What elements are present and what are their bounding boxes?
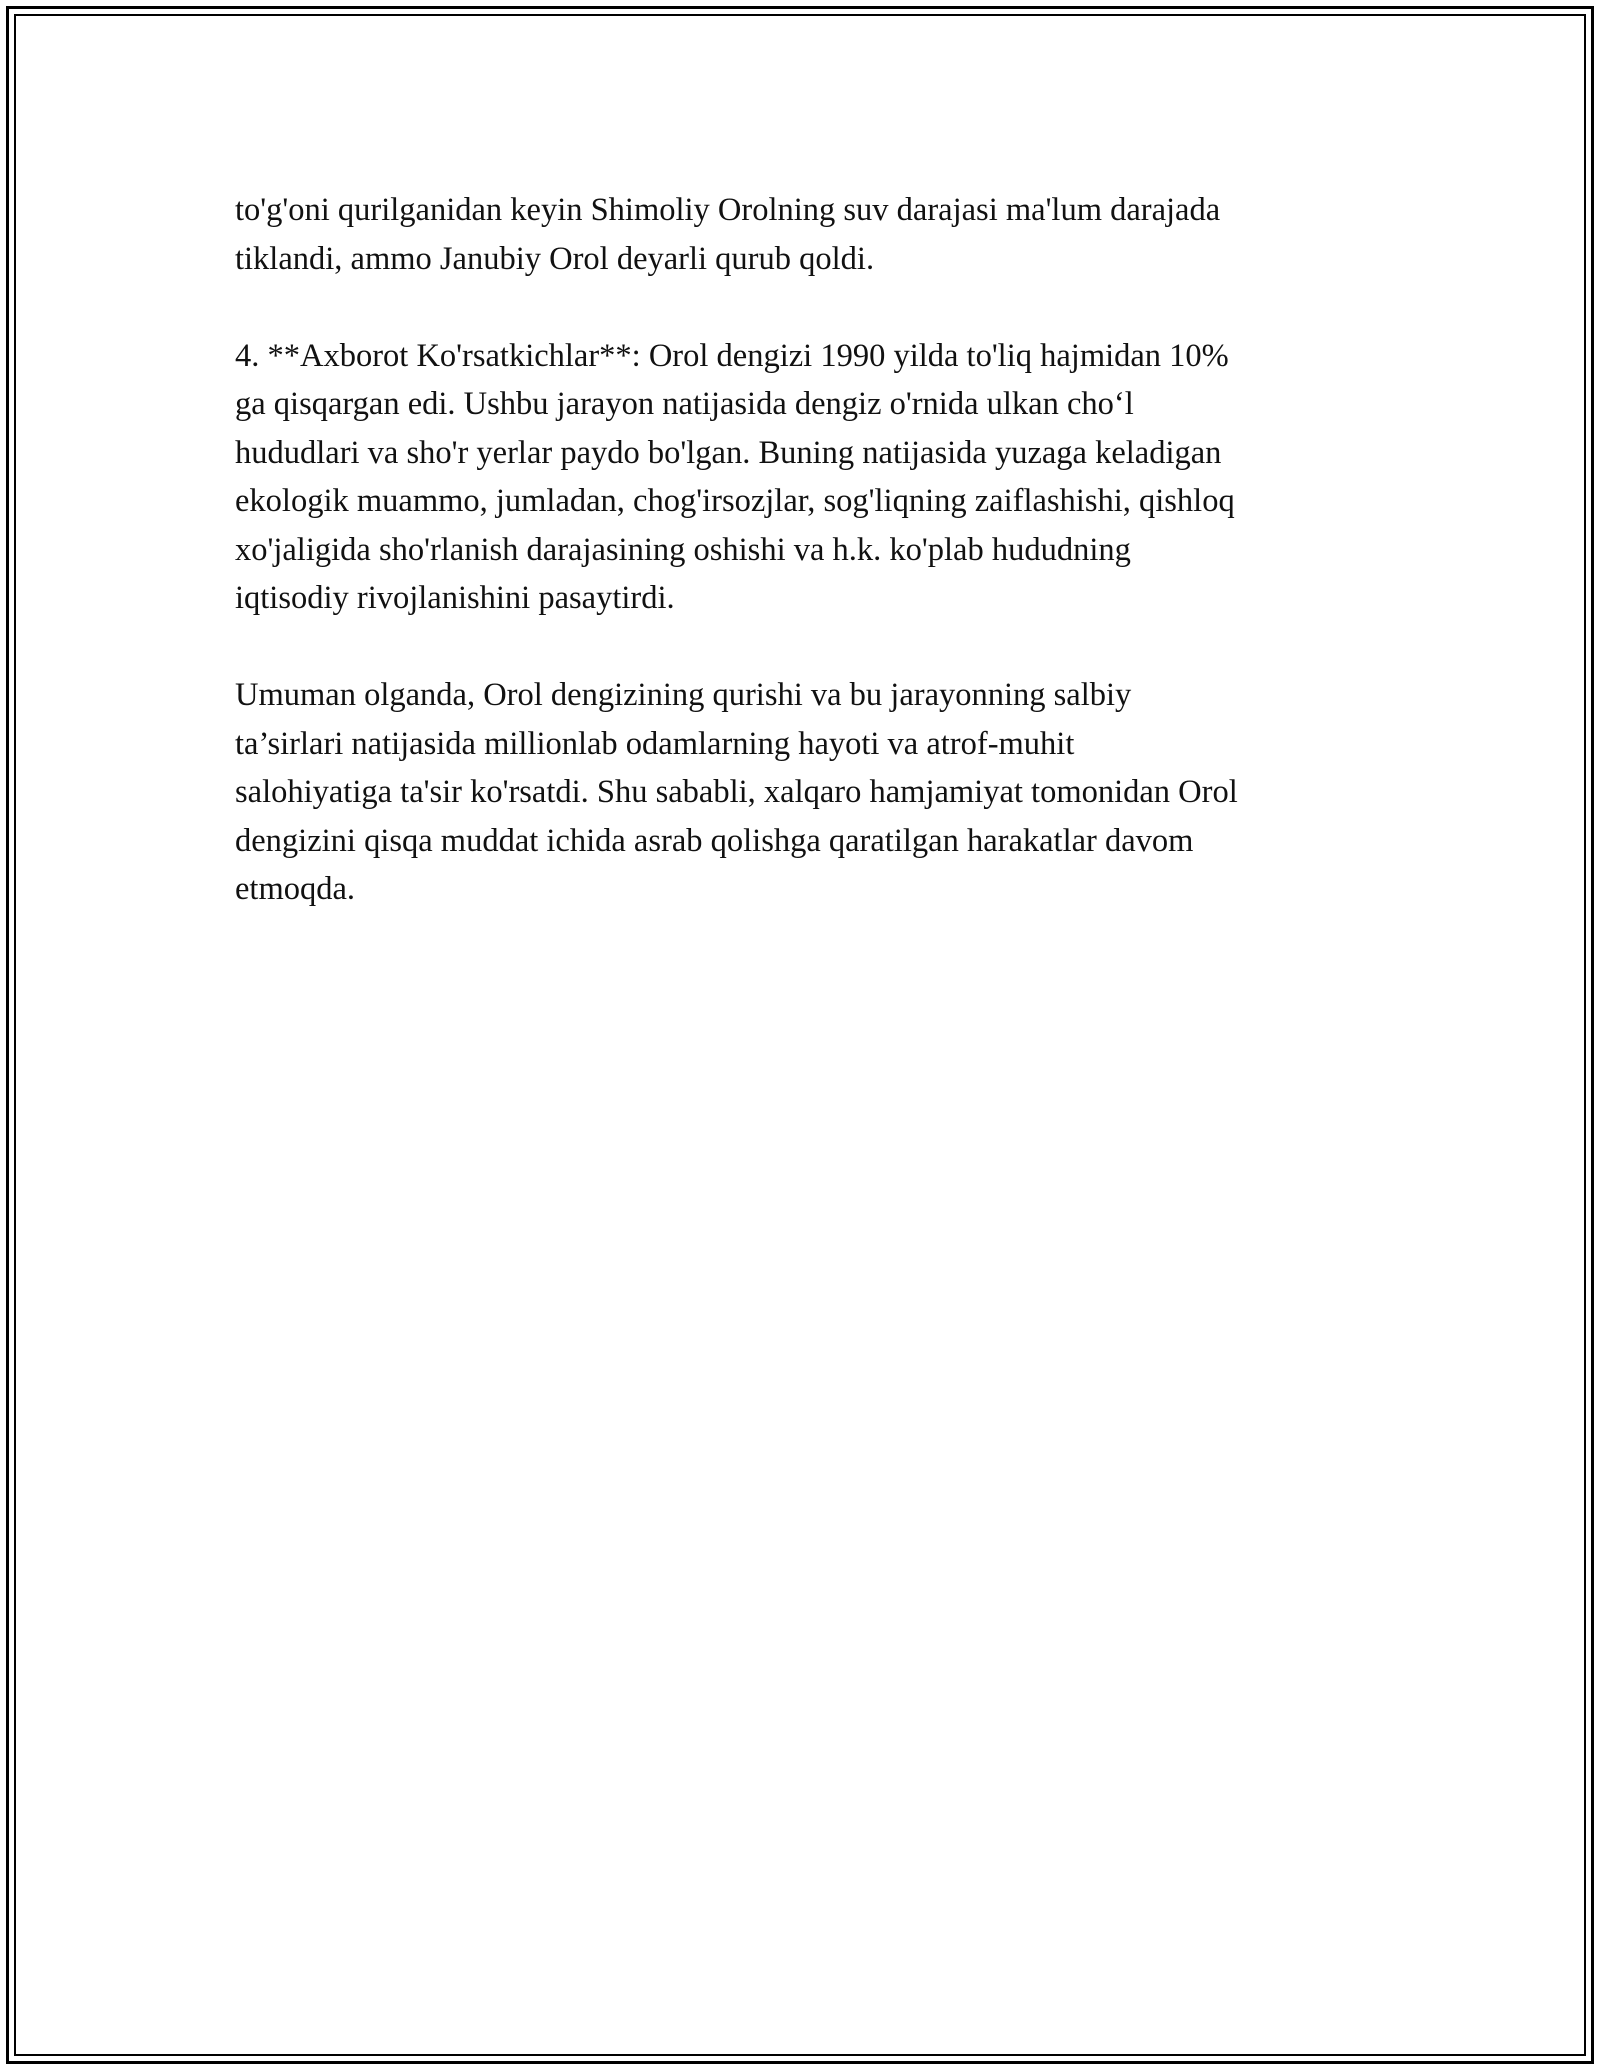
- text-line: xo'jaligida sho'rlanish darajasining oshishi va h.k. ko'plab hududning: [235, 531, 1131, 568]
- document-body: [235, 186, 1380, 962]
- paragraph-conclusion: [235, 671, 1380, 914]
- paragraph-indicators: [235, 332, 1380, 623]
- text-line: ga qisqargan edi. Ushbu jarayon natijasida dengiz o'rnida ulkan cho‘l: [235, 386, 1134, 422]
- text-line: hududlari va sho'r yerlar paydo bo'lgan. Buning natijasida yuzaga keladigan: [235, 434, 1222, 471]
- text-line: etmoqda.: [235, 871, 356, 907]
- text-line: to'g'oni qurilganidan keyin Shimoliy Orolning suv darajasi ma'lum darajada: [235, 192, 1221, 228]
- text-line: dengizini qisqa muddat ichida asrab qolishga qaratilgan harakatlar davom: [235, 822, 1194, 859]
- text-line: ekologik muammo, jumladan, chog'irsozjlar, sog'liqning zaiflashishi, qishloq: [235, 483, 1235, 519]
- text-line: Umuman olganda, Orol dengizining qurishi va bu jarayonning salbiy: [235, 677, 1132, 713]
- text-line: iqtisodiy rivojlanishini pasaytirdi.: [235, 580, 675, 616]
- text-line: 4. **Axborot Ko'rsatkichlar**: Orol dengizi 1990 yilda to'liq hajmidan 10%: [235, 337, 1229, 374]
- text-line: tiklandi, ammo Janubiy Orol deyarli qurub qoldi.: [235, 240, 875, 277]
- text-line: salohiyatiga ta'sir ko'rsatdi. Shu sababli, xalqaro hamjamiyat tomonidan Orol: [235, 774, 1238, 810]
- paragraph-dam-restoration: [235, 186, 1380, 283]
- text-line: ta’sirlari natijasida millionlab odamlarning hayoti va atrof-muhit: [235, 725, 1075, 762]
